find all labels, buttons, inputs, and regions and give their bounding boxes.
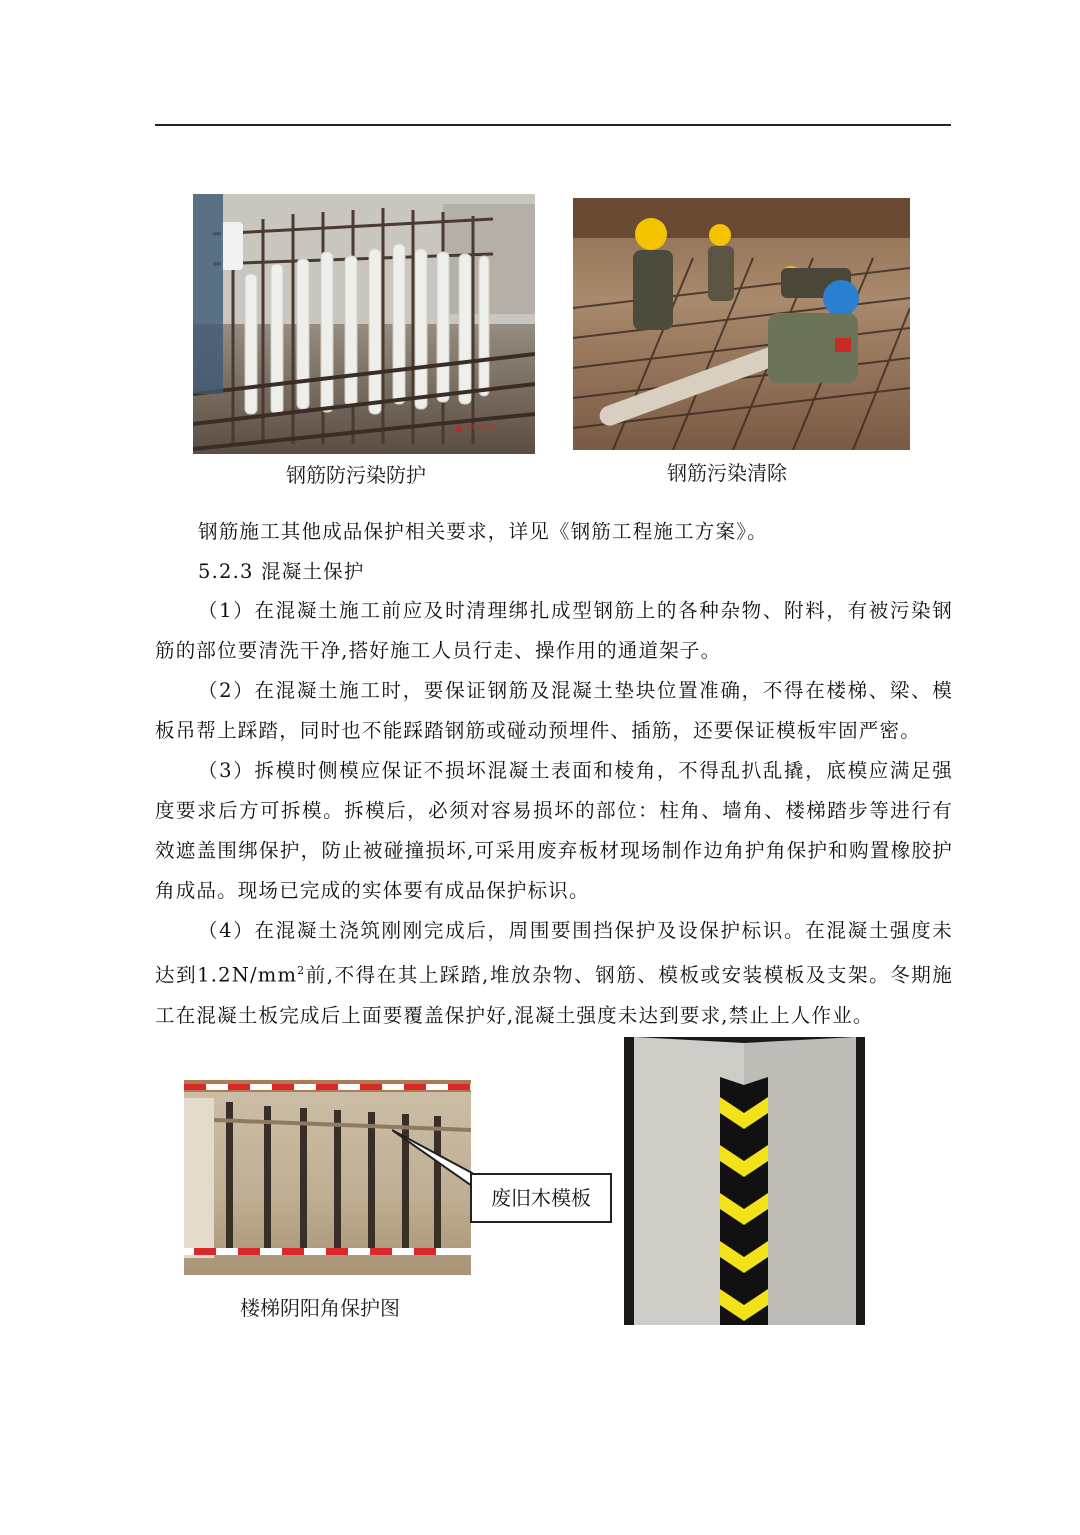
section-heading: 5.2.3 混凝土保护 (198, 560, 365, 583)
caption-rebar-protection: 钢筋防污染防护 (286, 463, 426, 487)
callout-label: 废旧木模板 (470, 1173, 612, 1223)
caption-stair-protection: 楼梯阴阳角保护图 (240, 1296, 400, 1320)
corner-guard-illustration (624, 1037, 865, 1325)
caption-rebar-cleaning: 钢筋污染清除 (667, 461, 787, 485)
rebar-wrap-illustration (193, 194, 535, 454)
header-rule (155, 124, 951, 126)
paragraph-3: （3）拆模时侧模应保证不损坏混凝土表面和棱角，不得乱扒乱撬，底模应满足强度要求后方可拆模。拆模后，必须对容易损坏的部位：柱角、墙角、楼梯踏步等进行有效遮盖围绑保护，防止被碰撞损坏,可采用废弃板材现场制作边角护角保护和购置橡胶护角成品。现场已完成的实体要有成品保护标识。 (155, 759, 953, 902)
superscript: 2 (297, 964, 306, 977)
callout-pointer (392, 1128, 482, 1190)
photo-watermark: ▲ Image (455, 422, 498, 433)
paragraph-4 (155, 911, 953, 1036)
paragraph-2: （2）在混凝土施工时，要保证钢筋及混凝土垫块位置准确，不得在楼梯、梁、模板吊帮上踩踏，同时也不能踩踏钢筋或碰动预埋件、插筋，还要保证模板牢固严密。 (155, 679, 953, 742)
photo-rebar-cleaning (573, 198, 910, 450)
photo-rebar-protection (193, 194, 535, 454)
paragraph-intro: 钢筋施工其他成品保护相关要求，详见《钢筋工程施工方案》。 (198, 520, 768, 543)
workers-illustration (573, 198, 910, 450)
paragraph-4-part-b: 前,不得在其上踩踏,堆放杂物、钢筋、模板或安装模板及支架。冬期施工在混凝土板完成后上面要覆盖保护好,混凝土强度未达到要求,禁止上人作业。 (155, 963, 953, 1027)
paragraph-4-part-a: （4）在混凝土浇筑刚刚完成后，周围要围挡保护及设保护标识。在混凝土强度未达到1.2N/mm (155, 919, 953, 987)
photo-corner-guard (624, 1037, 865, 1325)
paragraph-1: （1）在混凝土施工前应及时清理绑扎成型钢筋上的各种杂物、附料，有被污染钢筋的部位要清洗干净,搭好施工人员行走、操作用的通道架子。 (155, 599, 953, 662)
